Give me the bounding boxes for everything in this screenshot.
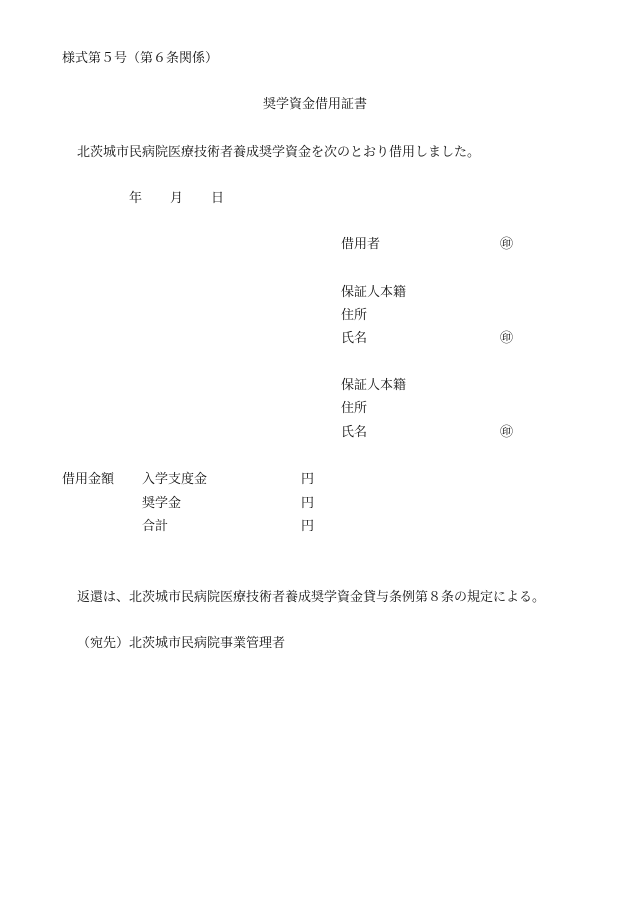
- borrower-seal-mark: ㊞: [500, 237, 514, 252]
- date-line: [129, 191, 224, 207]
- borrower-label: 借用者: [341, 237, 381, 252]
- date-year: 年: [129, 191, 143, 206]
- repayment-note: 返還は、北茨城市民病院医療技術者養成奨学資金貸与条例第８条の規定による。: [77, 590, 546, 605]
- borrowed-amount-label: 借用金額: [62, 472, 115, 487]
- document-title: 奨学資金借用証書: [262, 97, 367, 112]
- intro-statement: 北茨城市民病院医療技術者養成奨学資金を次のとおり借用しました。: [77, 145, 481, 160]
- guarantor-1-domicile-label: 保証人本籍: [341, 285, 407, 300]
- amount-item-unit: 円: [301, 472, 315, 487]
- addressee: （宛先）北茨城市民病院事業管理者: [77, 636, 286, 651]
- amount-item-unit: 円: [301, 496, 315, 511]
- guarantor-1-seal-mark: ㊞: [500, 331, 514, 346]
- guarantor-2-seal-mark: ㊞: [500, 425, 514, 440]
- amount-item-label: 奨学金: [142, 496, 182, 511]
- date-day: 日: [211, 191, 225, 206]
- amount-total-label: 合計: [142, 519, 169, 534]
- guarantor-2-domicile-label: 保証人本籍: [341, 378, 407, 393]
- amount-total-unit: 円: [301, 519, 315, 534]
- amount-item-label: 入学支度金: [142, 472, 208, 487]
- guarantor-2-name-label: 氏名: [341, 425, 368, 440]
- guarantor-1-address-label: 住所: [341, 308, 368, 323]
- form-number: 様式第５号（第６条関係）: [62, 51, 219, 66]
- date-month: 月: [170, 191, 184, 206]
- guarantor-2-address-label: 住所: [341, 401, 368, 416]
- guarantor-1-name-label: 氏名: [341, 331, 368, 346]
